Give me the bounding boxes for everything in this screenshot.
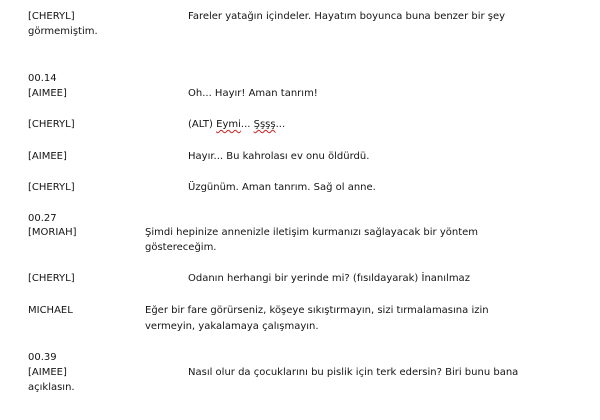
dialogue-line — [188, 118, 285, 131]
dialogue-line: göstereceğim. — [145, 242, 217, 253]
speaker-label: [CHERYL] — [28, 273, 75, 284]
timestamp: 00.39 — [28, 352, 57, 363]
dialogue-line: Eğer bir fare görürseniz, köşeye sıkıştırmayın, sizi tırmalamasına izin — [145, 305, 489, 316]
dialogue-line: Fareler yatağın içindeler. Hayatım boyunca buna benzer bir şey — [188, 11, 506, 22]
speaker-label: MICHAEL — [28, 305, 73, 316]
dialogue-line: Üzgünüm. Aman tanrım. Sağ ol anne. — [188, 182, 376, 193]
misspelled-word: Şşşş — [253, 119, 276, 130]
dialogue-line: Hayır... Bu kahrolası ev onu öldürdü. — [188, 151, 370, 162]
dialogue-line: Şimdi hepinize annenizle iletişim kurmanızı sağlayacak bir yöntem — [145, 227, 479, 238]
speaker-label: [CHERYL] — [28, 11, 75, 22]
dialogue-line: Oh... Hayır! Aman tanrım! — [188, 88, 318, 99]
dialogue-line: açıklasın. — [28, 382, 75, 393]
speaker-label: [AIMEE] — [28, 88, 67, 99]
dialogue-line: görmemiştim. — [28, 26, 98, 37]
dialogue-line: Nasıl olur da çocuklarını bu pislik için terk edersin? Biri bunu bana — [188, 367, 519, 378]
speaker-label: [MORIAH] — [28, 227, 77, 238]
dialogue-line: Odanın herhangi bir yerinde mi? (fısıldayarak) İnanılmaz — [188, 273, 470, 284]
timestamp: 00.14 — [28, 73, 57, 84]
timestamp: 00.27 — [28, 213, 57, 224]
dialogue-suffix: ... — [275, 119, 286, 130]
dialogue-text: ... — [240, 119, 254, 130]
speaker-label: [CHERYL] — [28, 182, 75, 193]
speaker-label: [CHERYL] — [28, 119, 75, 130]
dialogue-line: vermeyin, yakalamaya çalışmayın. — [145, 321, 319, 332]
speaker-label: [AIMEE] — [28, 367, 67, 378]
speaker-label: [AIMEE] — [28, 151, 67, 162]
dialogue-prefix: (ALT) — [188, 119, 217, 130]
misspelled-word: Eymi — [216, 119, 241, 130]
